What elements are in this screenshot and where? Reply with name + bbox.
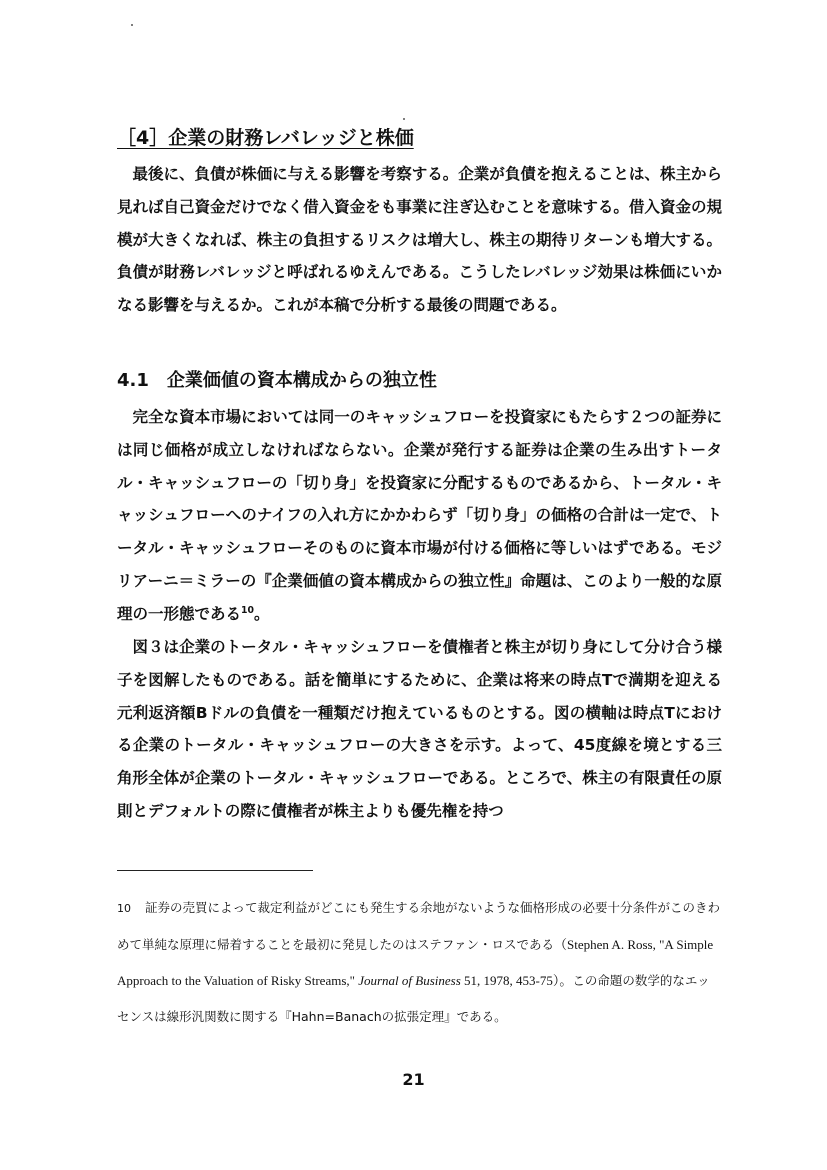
footnote-citation-b: 51, 1978, 453-75）。 xyxy=(460,973,573,988)
footnote-reference[interactable]: 10 xyxy=(241,604,254,616)
paragraph-leverage-intro: 最後に、負債が株価に与える影響を考察する。企業が負債を抱えることは、株主から見れば自己資金だけでなく借入資金をも事業に注ぎ込むことを意味する。借入資金の規模が大きくなれば、株主の負担するリスクは増大し、株主の期待リターンも増大する。負債が財務レバレッジと呼ばれるゆえんである。こうしたレバレッジ効果は株価にいかなる影響を与えるか。これが本稿で分析する最後の問題である。 xyxy=(117,165,722,315)
footnote-text-b: この命題の数学的なエッセンスは線形汎関数に関する『Hahn=Banachの拡張定理』である。 xyxy=(117,973,710,1024)
footnote-number: 10 xyxy=(117,902,131,915)
footnote-10 xyxy=(117,890,722,1035)
footnote-divider xyxy=(117,870,313,871)
footnote-citation-a: （Stephen A. Ross, "A Simple Approach to the Valuation of Risky Streams," xyxy=(117,937,714,988)
section-heading: ［4］企業の財務レバレッジと株価 xyxy=(117,127,414,149)
footnote-text-a: 証券の売買によって裁定利益がどこにも発生する余地がないような価格形成の必要十分条件がこのきわめて単純な原理に帰着することを最初に発見したのはステファン・ロスである xyxy=(117,900,721,952)
paragraph-capital-market xyxy=(117,401,722,631)
scan-speck xyxy=(403,118,405,120)
paragraph-end: 。 xyxy=(253,604,270,623)
paragraph-figure-3: 図３は企業のトータル・キャッシュフローを債権者と株主が切り身にして分け合う様子を図解したものである。話を簡単にするために、企業は将来の時点Tで満期を迎える元利返済額Bドルの負債を一種類だけ抱えているものとする。図の横軸は時点Tにおける企業のトータル・キャッシュフローの大きさを示す。よって、45度線を境とする三角形全体が企業のトータル・キャッシュフローである。ところで、株主の有限責任の原則とデフォルトの際に債権者が株主よりも優先権を持つ xyxy=(117,638,722,820)
footnote-journal: Journal of Business xyxy=(358,973,461,988)
subsection-heading: 4.1 企業価値の資本構成からの独立性 xyxy=(117,370,437,391)
page-number: 21 xyxy=(402,1070,425,1089)
paragraph-text: 完全な資本市場においては同一のキャッシュフローを投資家にもたらす２つの証券には同じ価格が成立しなければならない。企業が発行する証券は企業の生み出すトータル・キャッシュフローの「切り身」を投資家に分配するものであるから、トータル・キャッシュフローへのナイフの入れ方にかかわらず「切り身」の価格の合計は一定で、トータル・キャッシュフローそのものに資本市場が付ける価格に等しいはずである。モジリアーニ＝ミラーの『企業価値の資本構成からの独立性』命題は、このより一般的な原理の一形態である xyxy=(117,408,722,623)
scan-speck xyxy=(131,24,133,26)
